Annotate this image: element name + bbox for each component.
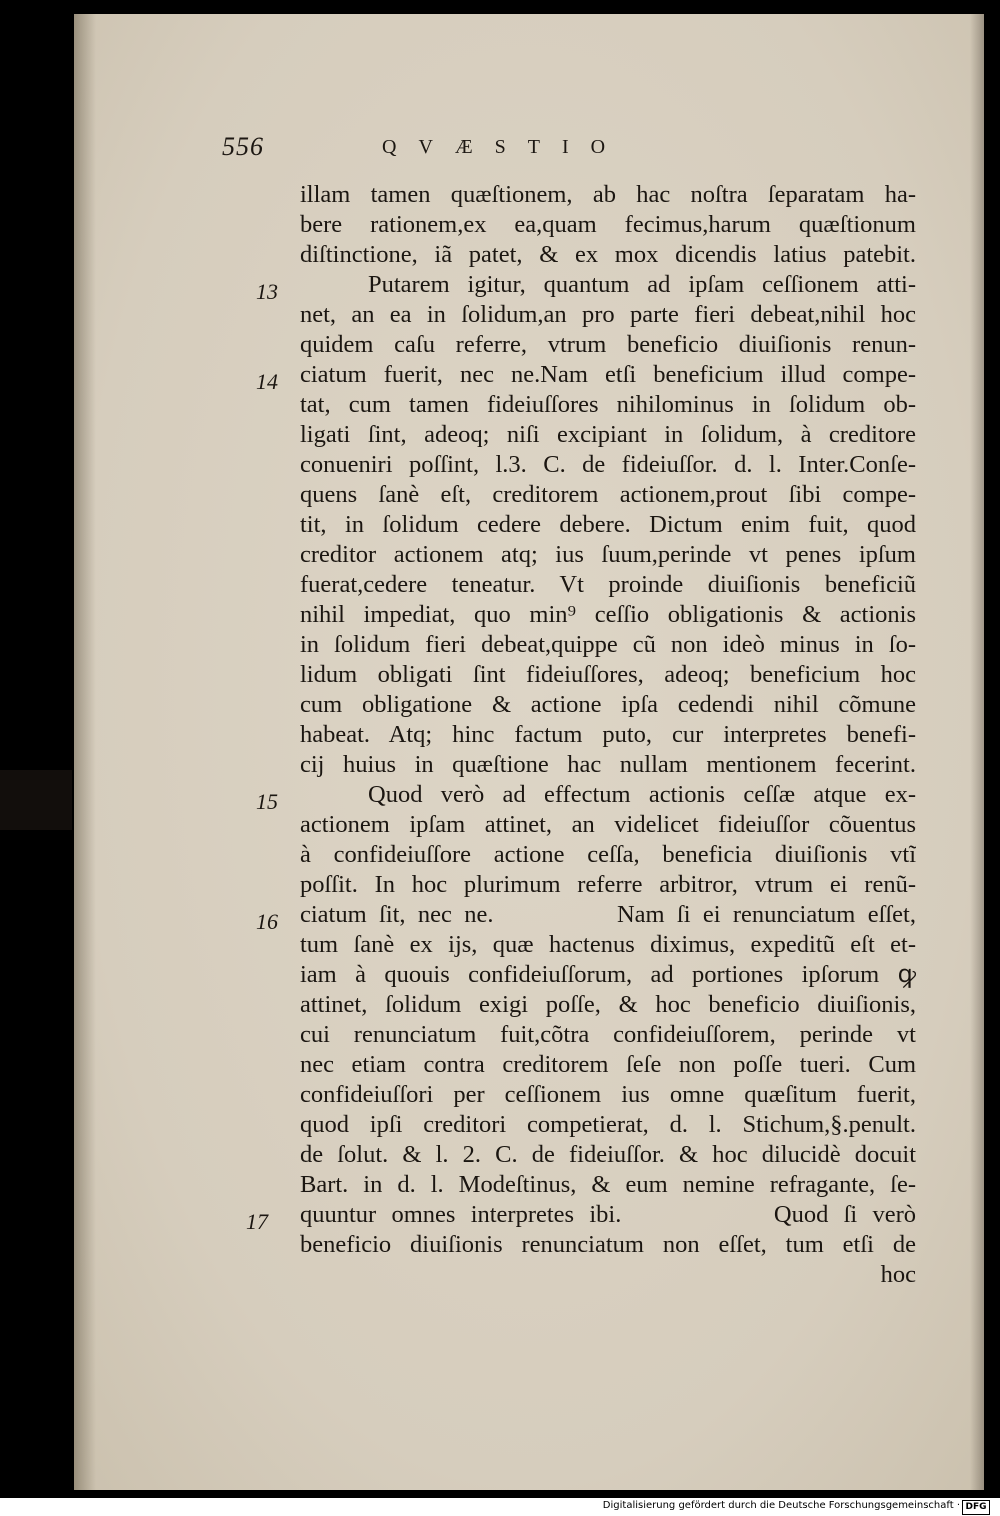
body-text [300,180,916,1290]
dfg-logo-icon: DFG [962,1500,990,1515]
text-line: cum obligatione & actione ipſa cedendi nihil cõmune [300,691,916,718]
text-line: poſſit. In hoc plurimum referre arbitror, vtrum ei renũ- [300,871,916,898]
text-line: quuntur omnes interpretes ibi. Quod ſi verò [300,1201,916,1228]
text-line: ciatum ſit, nec ne. Nam ſi ei renunciatum eſſet, [300,901,916,928]
book-edge [0,770,72,830]
text-line: cij huius in quæſtione hac nullam mentionem fecerint. [300,751,916,778]
text-line: attinet, ſolidum exigi poſſe, & hoc beneficio diuiſionis, [300,991,916,1018]
catchword: hoc [880,1261,916,1288]
margin-number: 16 [256,909,278,934]
text-line: quens ſanè eſt, creditorem actionem,prout ſibi compe- [300,481,916,508]
text-line: habeat. Atq; hinc factum puto, cur interpretes benefi- [300,721,916,748]
text-line: beneficio diuiſionis renunciatum non eſſet, tum etſi de [300,1231,916,1258]
text-line: de ſolut. & l. 2. C. de fideiuſſor. & hoc dilucidè docuit [300,1141,916,1168]
margin-number: 17 [246,1209,268,1234]
text-line: quod ipſi creditori competierat, d. l. Stichum,§.penult. [300,1111,916,1138]
text-line: nihil impediat, quo min⁹ ceſſio obligationis & actionis [300,601,916,628]
text-line: à confideiuſſore actione ceſſa, beneficia diuiſionis vtĩ [300,841,916,868]
text-line: conueniri poſſint, l.3. C. de fideiuſſor. d. l. Inter.Conſe- [300,451,916,478]
funding-credit: Digitalisierung gefördert durch die Deutsche Forschungsgemeinschaft · [602,1500,960,1511]
text-line: nec etiam contra creditorem ſeſe non poſſe tueri. Cum [300,1051,916,1078]
margin-number: 15 [256,789,278,814]
text-line: actionem ipſam attinet, an videlicet fideiuſſor cõuentus [300,811,916,838]
text-line: confideiuſſori per ceſſionem ius omne quæſitum fuerit, [300,1081,916,1108]
text-line: iam à quouis confideiuſſorum, ad portiones ipſorum ꝙ [300,961,916,988]
text-line: illam tamen quæſtionem, ab hac noſtra ſeparatam ha- [300,181,916,208]
text-line: fuerat,cedere teneatur. Vt proinde diuiſionis beneficiũ [300,571,916,598]
text-line: diſtinctione, iã patet, & ex mox dicendis latius patebit. [300,241,916,268]
running-head: QVÆSTIO [382,136,628,158]
text-line: lidum obligati ſint fideiuſſores, adeoq; beneficium hoc [300,661,916,688]
text-line: creditor actionem atq; ius ſuum,perinde vt penes ipſum [300,541,916,568]
text-line: ciatum fuerit, nec ne.Nam etſi beneficium illud compe- [300,361,916,388]
text-line: Bart. in d. l. Modeſtinus, & eum nemine refragante, ſe- [300,1171,916,1198]
margin-number: 14 [256,369,278,394]
text-line: Putarem igitur, quantum ad ipſam ceſſionem atti- [368,271,916,298]
text-line: Quod verò ad effectum actionis ceſſæ atque ex- [368,781,916,808]
text-line: bere rationem,ex ea,quam fecimus,harum quæſtionum [300,211,916,238]
text-line: quidem caſu referre, vtrum beneficio diuiſionis renun- [300,331,916,358]
text-line: cui renunciatum fuit,cõtra confideiuſſorem, perinde vt [300,1021,916,1048]
text-line: tat, cum tamen fideiuſſores nihilominus in ſolidum ob- [300,391,916,418]
text-line: net, an ea in ſolidum,an pro parte fieri debeat,nihil hoc [300,301,916,328]
footer-bar [0,1498,1000,1516]
text-line: in ſolidum fieri debeat,quippe cũ non ideò minus in ſo- [300,631,916,658]
margin-number: 13 [256,279,278,304]
page-number: 556 [222,132,264,161]
text-line: tit, in ſolidum cedere debere. Dictum enim fuit, quod [300,511,916,538]
text-line: ligati ſint, adeoq; niſi excipiant in ſolidum, à creditore [300,421,916,448]
text-line: tum ſanè ex ijs, quæ hactenus diximus, expeditũ eſt et- [300,931,916,958]
page-header [222,132,902,172]
